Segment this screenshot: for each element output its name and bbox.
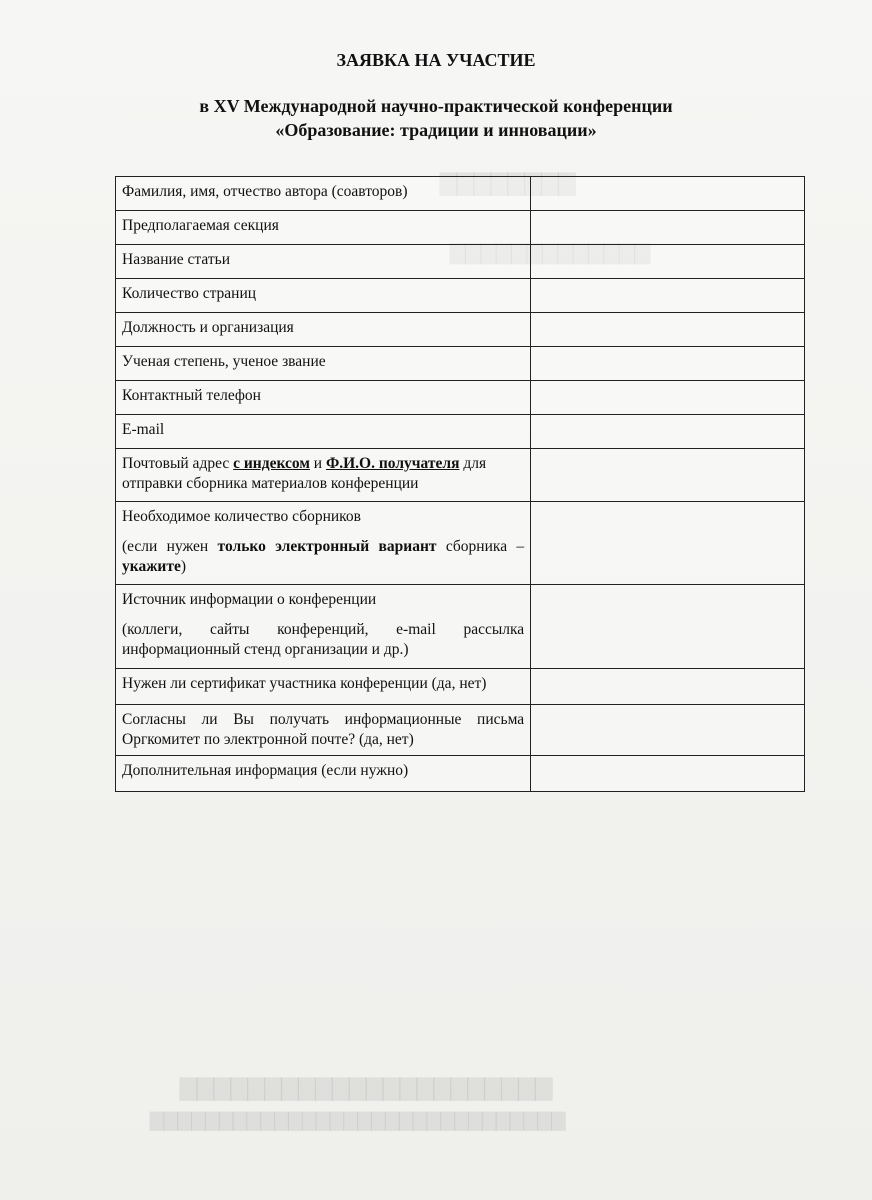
field-value-cell[interactable]	[531, 415, 805, 449]
field-value-cell[interactable]	[531, 245, 805, 279]
field-label: Должность и организация	[116, 313, 531, 347]
table-row	[116, 669, 805, 705]
subtitle-line-2: «Образование: традиции и инновации»	[275, 120, 597, 140]
field-value-cell[interactable]	[531, 211, 805, 245]
note-text: (если нужен	[122, 538, 218, 556]
label-note	[122, 537, 524, 577]
field-value-cell[interactable]	[531, 756, 805, 792]
field-value-cell[interactable]	[531, 381, 805, 415]
field-label: Количество страниц	[116, 279, 531, 313]
field-label-postal-address	[116, 449, 531, 502]
field-label: Согласны ли Вы получать информационные письма Оргкомитет по электронной почте? (да, нет)	[116, 705, 531, 756]
table-row	[116, 211, 805, 245]
table-row	[116, 705, 805, 756]
field-value-cell[interactable]	[531, 279, 805, 313]
label-text: Необходимое количество сборников	[122, 508, 361, 525]
field-value-cell[interactable]	[531, 449, 805, 502]
field-label: Нужен ли сертификат участника конференции (да, нет)	[116, 669, 531, 705]
table-row	[116, 245, 805, 279]
table-row	[116, 585, 805, 669]
field-value-cell[interactable]	[531, 347, 805, 381]
label-emphasis-index: с индексом	[233, 455, 310, 472]
field-label: Контактный телефон	[116, 381, 531, 415]
field-label-copies	[116, 502, 531, 585]
field-label: Предполагаемая секция	[116, 211, 531, 245]
field-value-cell[interactable]	[531, 705, 805, 756]
field-value-cell[interactable]	[531, 585, 805, 669]
page-title: ЗАЯВКА НА УЧАСТИЕ	[336, 50, 536, 70]
table-row	[116, 381, 805, 415]
table-row	[116, 313, 805, 347]
application-form-table	[115, 176, 805, 792]
field-value-cell[interactable]	[531, 669, 805, 705]
subtitle-line-1: в XV Международной научно-практической конференции	[199, 96, 673, 116]
field-label: Название статьи	[116, 245, 531, 279]
note-emphasis: укажите	[122, 558, 181, 576]
field-label-info-source	[116, 585, 531, 669]
table-row	[116, 415, 805, 449]
label-text: для отправки сборника материалов конференции	[122, 455, 487, 493]
table-row	[116, 279, 805, 313]
label-text: и	[309, 455, 326, 472]
field-label: Фамилия, имя, отчество автора (соавторов)	[116, 177, 531, 211]
show-through-block: ▇▇▇▇▇▇▇▇▇▇▇▇▇	[450, 242, 650, 264]
show-through-block: ▇▇▇▇▇▇▇▇▇▇▇▇▇▇▇▇▇▇▇▇▇▇	[180, 1075, 553, 1100]
field-label: Ученая степень, ученое звание	[116, 347, 531, 381]
field-value-cell[interactable]	[531, 313, 805, 347]
field-value-cell[interactable]	[531, 177, 805, 211]
note-text: сборника –	[436, 538, 525, 556]
label-note: (коллеги, сайты конференций, e-mail рассылка информационный стенд организации и др.)	[122, 621, 525, 659]
label-text: Источник информации о конференции	[122, 591, 377, 608]
table-row	[116, 756, 805, 792]
note-emphasis: только электронный вариант	[217, 538, 437, 556]
note-text: )	[180, 558, 187, 576]
label-emphasis-recipient: Ф.И.О. получателя	[325, 455, 460, 472]
field-value-cell[interactable]	[531, 502, 805, 585]
label-text: Почтовый адрес	[122, 455, 234, 472]
table-row	[116, 177, 805, 211]
field-label: E-mail	[116, 415, 531, 449]
table-row	[116, 449, 805, 502]
table-row	[116, 347, 805, 381]
show-through-block: ▇▇▇▇▇▇▇▇▇▇▇▇▇▇▇▇▇▇▇▇▇▇▇▇▇▇▇▇▇▇	[150, 1110, 566, 1130]
field-label: Дополнительная информация (если нужно)	[116, 756, 531, 792]
show-through-block: ▇▇▇▇▇▇▇▇	[440, 170, 576, 195]
table-row	[116, 502, 805, 585]
